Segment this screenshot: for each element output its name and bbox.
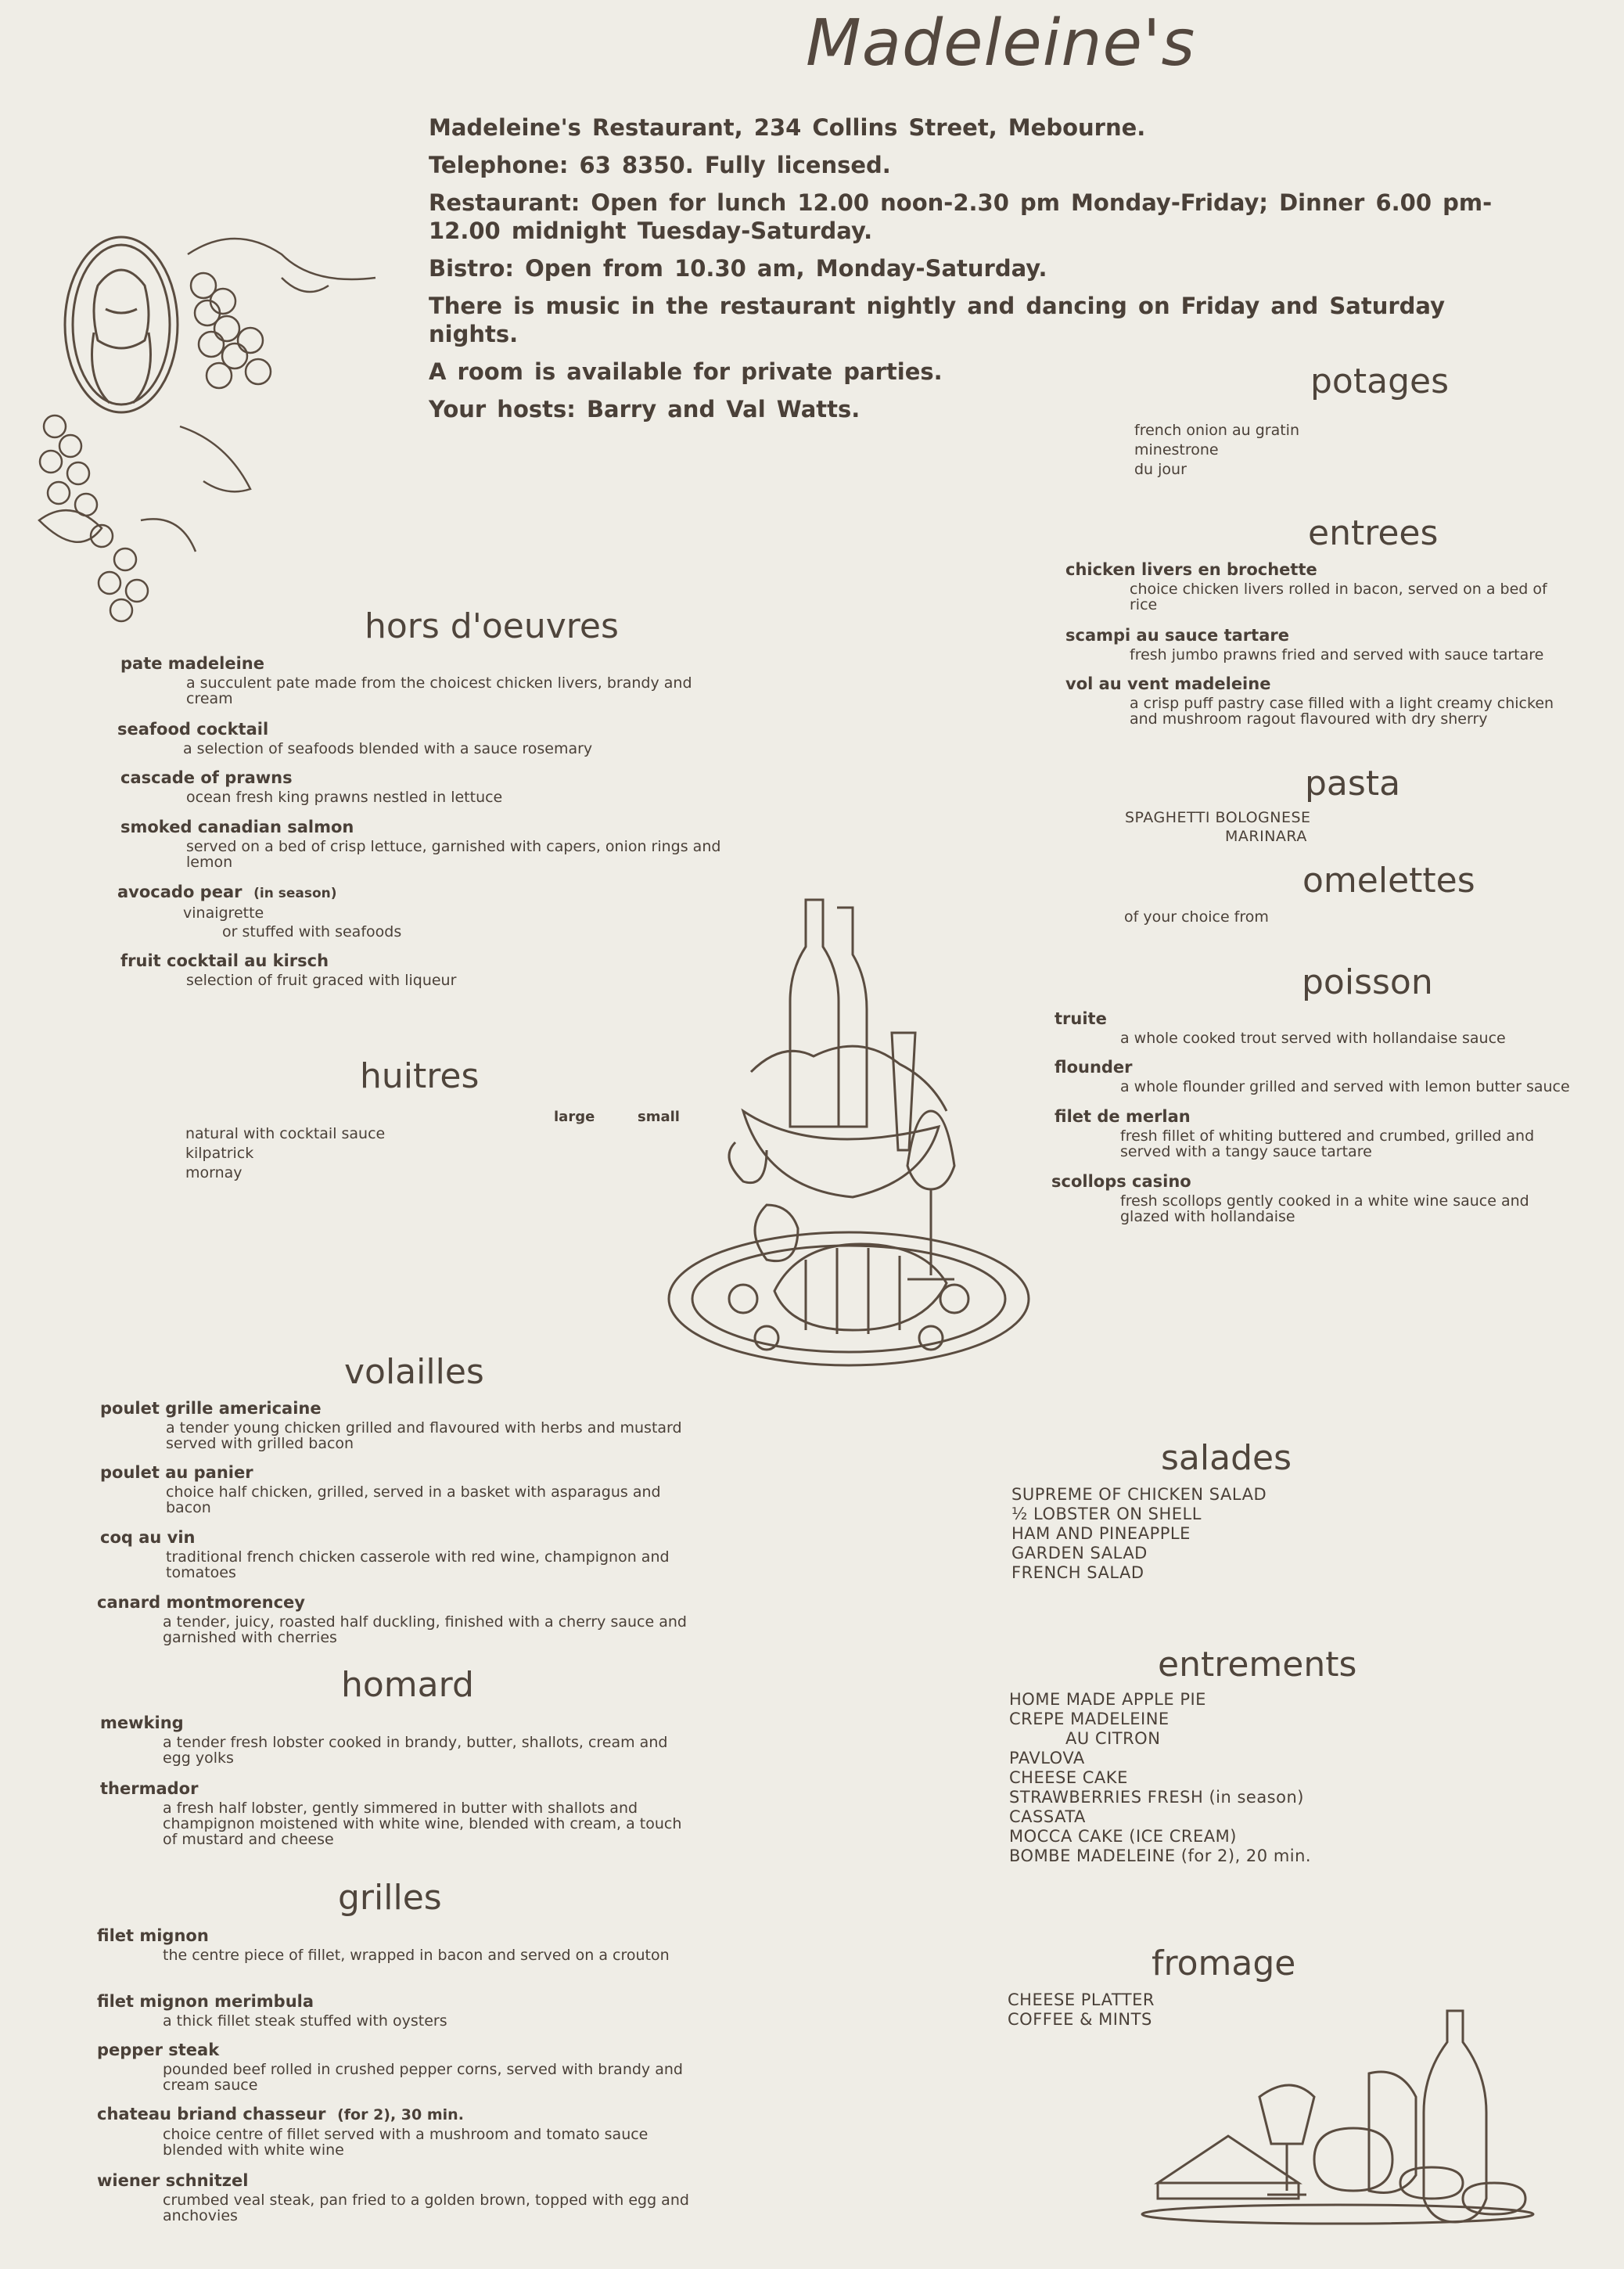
item-name: canard montmorencey — [97, 1593, 305, 1612]
item-desc: crumbed veal steak, pan fried to a golden brown, topped with egg and anchovies — [163, 2192, 689, 2224]
heading-grilles: grilles — [338, 1878, 442, 1918]
info-hosts: Your hosts: Barry and Val Watts. — [429, 396, 861, 423]
item-desc: fresh scollops gently cooked in a white wine sauce and glazed with hollandaise — [1120, 1192, 1529, 1225]
list-item: BOMBE MADELEINE (for 2), 20 min. — [1009, 1846, 1312, 1865]
menu-item — [1065, 560, 1566, 613]
item-name: filet de merlan — [1055, 1107, 1191, 1126]
list-item: du jour — [1134, 461, 1187, 478]
menu-item — [1051, 1172, 1571, 1224]
menu-item — [1055, 1009, 1571, 1046]
heading-homard: homard — [341, 1665, 474, 1705]
item-name: vol au vent madeleine — [1065, 674, 1271, 693]
item-desc: choice chicken livers rolled in bacon, served on a bed of rice — [1130, 581, 1547, 613]
item-name: avocado pear — [117, 883, 243, 901]
menu-item — [97, 2041, 707, 2093]
heading-fromage: fromage — [1152, 1944, 1296, 1983]
item-name: scampi au sauce tartare — [1065, 626, 1289, 645]
menu-item — [1065, 626, 1566, 663]
item-name: filet mignon — [97, 1926, 209, 1945]
item-name: chateau briand chasseur — [97, 2105, 326, 2123]
heading-huitres: huitres — [360, 1056, 480, 1096]
menu-item — [100, 1713, 710, 1766]
heading-volailles: volailles — [344, 1352, 484, 1392]
heading-poisson: poisson — [1302, 962, 1433, 1002]
menu-item — [120, 768, 731, 805]
item-desc: pounded beef rolled in crushed pepper corns, served with brandy and cream sauce — [163, 2061, 683, 2094]
item-note: (in season) — [253, 886, 337, 901]
list-item: FRENCH SALAD — [1011, 1563, 1144, 1582]
item-name: pepper steak — [97, 2041, 220, 2059]
list-item: mornay — [185, 1164, 243, 1181]
dessert-icon — [1134, 2003, 1541, 2230]
menu-item — [1065, 674, 1566, 727]
list-item: HOME MADE APPLE PIE — [1009, 1690, 1206, 1709]
menu-item — [120, 951, 731, 988]
list-item: GARDEN SALAD — [1011, 1544, 1148, 1562]
item-desc: fresh fillet of whiting buttered and crumbed, grilled and served with a tangy sauce tartare — [1120, 1127, 1535, 1160]
list-item: STRAWBERRIES FRESH (in season) — [1009, 1788, 1304, 1807]
heading-salades: salades — [1161, 1438, 1292, 1478]
list-item: MOCCA CAKE (ICE CREAM) — [1009, 1827, 1237, 1846]
heading-pasta: pasta — [1305, 764, 1401, 804]
item-desc: a succulent pate made from the choicest chicken livers, brandy and cream — [186, 674, 692, 707]
info-music: There is music in the restaurant nightly and dancing on Friday and Saturday nights. — [429, 293, 1445, 347]
item-name: smoked canadian salmon — [120, 818, 354, 836]
item-desc: choice half chicken, grilled, served in a basket with asparagus and bacon — [166, 1483, 661, 1516]
menu-item — [97, 2105, 707, 2158]
item-name: truite — [1055, 1009, 1107, 1028]
menu-item — [97, 1593, 707, 1645]
list-item: CHEESE CAKE — [1009, 1768, 1128, 1787]
item-name: pate madeleine — [120, 654, 264, 673]
menu-item — [120, 818, 731, 870]
item-desc: served on a bed of crisp lettuce, garnished with capers, onion rings and lemon — [186, 838, 721, 871]
menu-item — [1055, 1107, 1571, 1160]
item-desc: a fresh half lobster, gently simmered in butter with shallots and champignon moistened with white wine, blended with cream, a touch of mustard and cheese — [163, 1800, 682, 1848]
item-name: seafood cocktail — [117, 720, 269, 739]
list-item: minestrone — [1134, 441, 1219, 458]
menu-item — [100, 1779, 710, 1847]
list-item: ½ LOBSTER ON SHELL — [1011, 1505, 1202, 1523]
item-desc-alt: or stuffed with seafoods — [222, 923, 402, 940]
item-name: coq au vin — [100, 1528, 196, 1547]
item-desc: a selection of seafoods blended with a sauce rosemary — [183, 740, 593, 757]
list-item: PAVLOVA — [1009, 1749, 1085, 1767]
menu-item — [120, 654, 731, 707]
item-name: chicken livers en brochette — [1065, 560, 1317, 579]
item-desc: ocean fresh king prawns nestled in lettuce — [186, 789, 503, 806]
item-note: (for 2), 30 min. — [337, 2106, 464, 2123]
item-desc: traditional french chicken casserole with red wine, champignon and tomatoes — [166, 1548, 670, 1581]
list-item: SUPREME OF CHICKEN SALAD — [1011, 1485, 1267, 1504]
list-item: kilpatrick — [185, 1145, 254, 1162]
info-address: Madeleine's Restaurant, 234 Collins Street, Mebourne. — [429, 114, 1146, 141]
info-restaurant-hours: Restaurant: Open for lunch 12.00 noon-2.30 pm Monday-Friday; Dinner 6.00 pm-12.00 midnight Tuesday-Saturday. — [429, 189, 1493, 244]
item-name: cascade of prawns — [120, 768, 293, 787]
col-small: small — [638, 1109, 680, 1125]
item-desc: selection of fruit graced with liqueur — [186, 972, 457, 989]
item-name: mewking — [100, 1713, 184, 1732]
pasta-line-1: SPAGHETTI BOLOGNESE — [1125, 809, 1311, 826]
menu-item — [97, 2171, 707, 2224]
menu-item — [97, 1992, 707, 2029]
item-name: poulet grille americaine — [100, 1399, 322, 1418]
item-name: poulet au panier — [100, 1463, 253, 1482]
list-item: HAM AND PINEAPPLE — [1011, 1524, 1191, 1543]
item-name: wiener schnitzel — [97, 2171, 249, 2190]
list-item: CREPE MADELEINE — [1009, 1710, 1169, 1728]
info-bistro-hours: Bistro: Open from 10.30 am, Monday-Saturday. — [429, 255, 1047, 282]
menu-item — [1055, 1058, 1571, 1095]
menu-item — [117, 883, 728, 940]
heading-potages: potages — [1310, 361, 1449, 401]
item-desc: a whole cooked trout served with hollandaise sauce — [1120, 1030, 1506, 1047]
menu-item — [117, 720, 728, 757]
item-desc: choice centre of fillet served with a mushroom and tomato sauce blended with white wine — [163, 2126, 649, 2159]
item-desc: a crisp puff pastry case filled with a light creamy chicken and mushroom ragout flavoured with dry sherry — [1130, 695, 1554, 728]
item-desc: vinaigrette — [183, 904, 264, 922]
item-desc: a tender fresh lobster cooked in brandy, butter, shallots, cream and egg yolks — [163, 1734, 668, 1767]
menu-item — [100, 1528, 710, 1580]
item-name: thermador — [100, 1779, 199, 1798]
item-desc: fresh jumbo prawns fried and served with sauce tartare — [1130, 646, 1544, 663]
page-title: Madeleine's — [806, 6, 1196, 81]
item-desc: a tender young chicken grilled and flavoured with herbs and mustard served with grilled bacon — [166, 1419, 682, 1452]
list-item: CASSATA — [1009, 1807, 1086, 1826]
omelettes-line: of your choice from — [1124, 908, 1269, 926]
item-name: filet mignon merimbula — [97, 1992, 314, 2011]
heading-omelettes: omelettes — [1302, 861, 1475, 901]
item-name: fruit cocktail au kirsch — [120, 951, 329, 970]
heading-entrees: entrees — [1308, 513, 1439, 553]
item-desc: a thick fillet steak stuffed with oysters — [163, 2012, 447, 2030]
list-item: AU CITRON — [1065, 1729, 1161, 1748]
item-desc: a whole flounder grilled and served with lemon butter sauce — [1120, 1078, 1570, 1095]
pasta-line-2: MARINARA — [1225, 828, 1307, 845]
heading-hors-doeuvres: hors d'oeuvres — [365, 606, 619, 646]
item-name: scollops casino — [1051, 1172, 1191, 1191]
menu-item — [100, 1399, 710, 1451]
info-private-room: A room is available for private parties. — [429, 358, 943, 385]
menu-item — [100, 1463, 710, 1516]
item-desc: a tender, juicy, roasted half duckling, finished with a cherry sauce and garnished with cherries — [163, 1613, 687, 1646]
list-item: natural with cocktail sauce — [185, 1125, 386, 1142]
info-telephone: Telephone: 63 8350. Fully licensed. — [429, 152, 891, 178]
list-item: CHEESE PLATTER — [1008, 1990, 1155, 2009]
list-item: COFFEE & MINTS — [1008, 2010, 1152, 2029]
portrait-icon — [23, 192, 391, 630]
col-large: large — [554, 1109, 595, 1125]
heading-entrements: entrements — [1158, 1645, 1357, 1685]
item-desc: the centre piece of fillet, wrapped in bacon and served on a crouton — [163, 1947, 670, 1964]
menu-item — [97, 1926, 707, 1963]
item-name: flounder — [1055, 1058, 1133, 1077]
list-item: french onion au gratin — [1134, 422, 1300, 439]
